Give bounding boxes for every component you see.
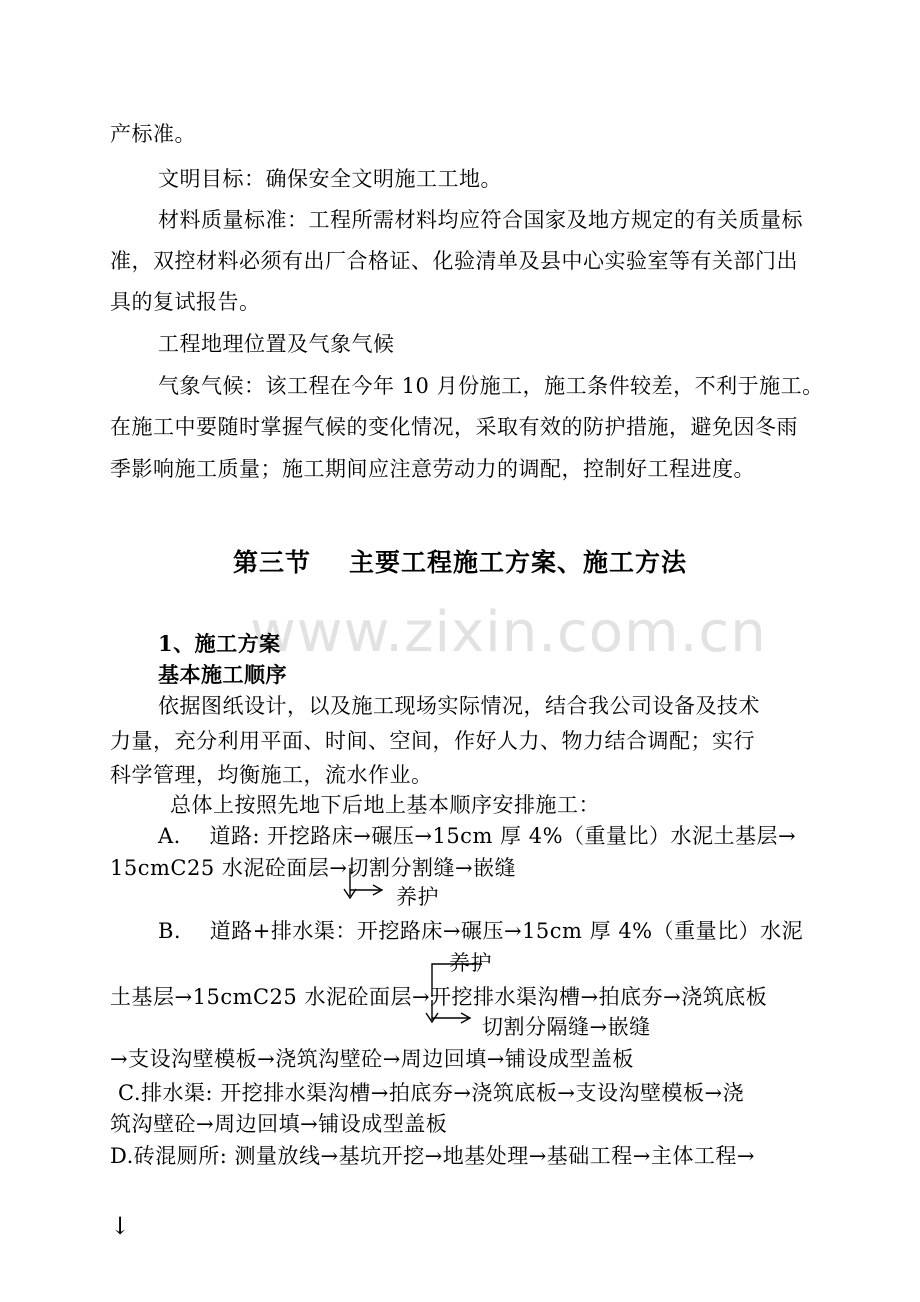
flow-line: →支设沟壁模板→浇筑沟壁砼→周边回填→铺设成型盖板: [110, 1047, 634, 1071]
flow-line: B. 道路+排水渠：开挖路床→碾压→15cm 厚 4%（重量比）水泥: [158, 919, 804, 943]
section-number: 第三节: [232, 548, 311, 577]
flow-line: 土基层→15cmC25 水泥砼面层→开挖排水渠沟槽→拍底夯→浇筑底板: [110, 985, 768, 1009]
flow-line: A. 道路: 开挖路床→碾压→15cm 厚 4%（重量比）水泥土基层→: [158, 824, 797, 848]
paragraph-line: 工程地理位置及气象气候: [158, 332, 395, 356]
paragraph-line: 总体上按照先地下后地上基本顺序安排施工：: [170, 793, 600, 817]
flow-line: 15cmC25 水泥砼面层→切割分割缝→嵌缝: [110, 856, 517, 880]
paragraph-line: 力量，充分利用平面、时间、空间，作好人力、物力结合调配；实行: [110, 729, 755, 753]
down-arrow-icon: ↓: [110, 1212, 131, 1240]
paragraph-line: 科学管理，均衡施工，流水作业。: [110, 763, 433, 787]
paragraph-line: 季影响施工质量；施工期间应注意劳动力的调配，控制好工程进度。: [110, 457, 755, 481]
subheading: 基本施工顺序: [158, 662, 287, 687]
paragraph-line: 气象气候：该工程在今年 10 月份施工，施工条件较差，不利于施工。: [158, 374, 824, 398]
paragraph-line: 依据图纸设计，以及施工现场实际情况，结合我公司设备及技术: [158, 694, 760, 718]
flow-branch-label: 养护: [449, 951, 492, 975]
paragraph-line: 文明目标：确保安全文明施工工地。: [158, 167, 502, 191]
section-title: 主要工程施工方案、施工方法: [349, 548, 688, 577]
flow-branch-label: 切割分隔缝→嵌缝: [482, 1015, 651, 1039]
flow-line: D.砖混厕所: 测量放线→基坑开挖→地基处理→基础工程→主体工程→: [110, 1144, 755, 1168]
paragraph-line: 在施工中要随时掌握气候的变化情况，采取有效的防护措施，避免因冬雨: [110, 415, 798, 439]
watermark: www.zixin.com.cn: [250, 600, 767, 665]
paragraph-line: 具的复试报告。: [110, 290, 261, 314]
flow-line: C.排水渠: 开挖排水渠沟槽→拍底夯→浇筑底板→支设沟壁模板→浇: [118, 1081, 745, 1105]
paragraph-line: 材料质量标准：工程所需材料均应符合国家及地方规定的有关质量标: [158, 208, 803, 232]
subheading: 1、施工方案: [158, 631, 281, 656]
paragraph-line: 准，双控材料必须有出厂合格证、化验清单及县中心实验室等有关部门出: [110, 249, 798, 273]
flow-line: 筑沟壁砼→周边回填→铺设成型盖板: [110, 1112, 448, 1136]
paragraph-line: 产标准。: [110, 122, 196, 146]
flow-branch-label: 养护: [396, 885, 439, 909]
